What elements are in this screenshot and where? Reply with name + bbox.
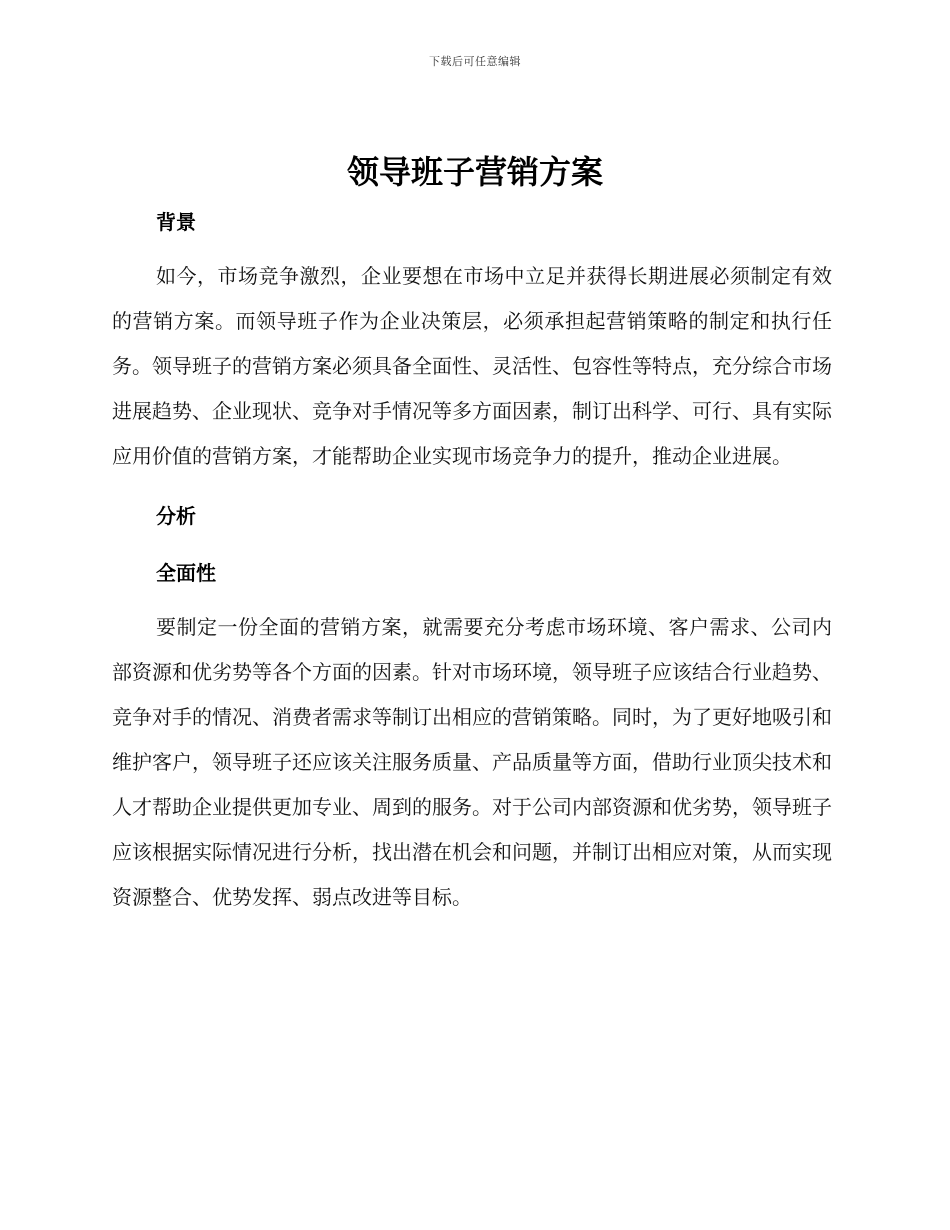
section-heading-comprehensiveness: 全面性 [156,561,216,585]
section-heading-analysis: 分析 [156,504,196,528]
spacer [112,593,832,605]
page-header-note: 下载后可任意编辑 [429,55,521,68]
document-title: 领导班子营销方案 [346,153,603,191]
section-heading-background: 背景 [156,210,196,234]
document-body [112,202,832,920]
spacer [112,479,832,496]
spacer [112,536,832,553]
paragraph-comprehensiveness: 要制定一份全面的营销方案，就需要充分考虑市场环境、客户需求、公司内部资源和优劣势等各个方面的因素。针对市场环境，领导班子应该结合行业趋势、竞争对手的情况、消费者需求等制订出相应的营销策略。同时，为了更好地吸引和维护客户，领导班子还应该关注服务质量、产品质量等方面，借助行业顶尖技术和人才帮助企业提供更加专业、周到的服务。对于公司内部资源和优劣势，领导班子应该根据实际情况进行分析，找出潜在机会和问题，并制订出相应对策，从而实现资源整合、优势发挥、弱点改进等目标。 [112,615,832,909]
spacer [112,242,832,254]
paragraph-background: 如今，市场竞争激烈，企业要想在市场中立足并获得长期进展必须制定有效的营销方案。而领导班子作为企业决策层，必须承担起营销策略的制定和执行任务。领导班子的营销方案必须具备全面性、灵活性、包容性等特点，充分综合市场进展趋势、企业现状、竞争对手情况等多方面因素，制订出科学、可行、具有实际应用价值的营销方案，才能帮助企业实现市场竞争力的提升，推动企业进展。 [112,264,832,468]
